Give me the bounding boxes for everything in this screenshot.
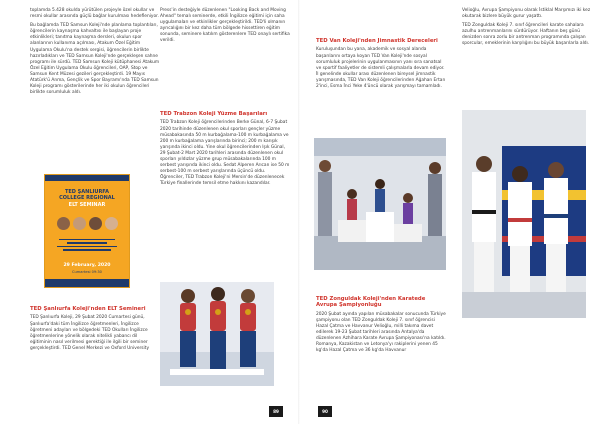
poster-line: ELT SEMINAR xyxy=(68,201,106,208)
speaker-avatar xyxy=(89,217,102,230)
swimmers-illustration xyxy=(160,282,274,386)
poster-line: COLLEGE REGIONAL xyxy=(59,195,115,202)
paragraph: TED Trabzon Koleji öğrencilerinden Berke Günal, 6-7 Şubat 2020 tarihinde düzenlenen okul sporları gençler yüzme müsabakasında 50 m kurbağalama-100 m kurbağalama ve 200 m kurbağalama yarışlarında birinci; 200 m karışık yarışında ikinci oldu. Yine okul öğrencilerinden Işık Günal, 29 Şubat-2 Mart 2020 tarihleri arasında düzenlenen okul sporları yıldızlar yüzme grup müsabakalarında 100 m serbest yarışında ikinci oldu. Sedat Alperen Arıcan ise 50 m serbest-100 m serbest yarışlarında üçüncü oldu. Öğrenciler, TED Trabzon Koleji'ni Mersin'de düzenlenecek Türkiye finallerinde temsil etme hakkını kazandılar. xyxy=(160,120,290,187)
poster-title xyxy=(52,189,122,208)
paragraph: TED Şanlıurfa Koleji, 29 Şubat 2020 Cumartesi günü, Şanlıurfa'daki tüm İngilizce öğretmenleri, İngilizce öğretmeni adayları ve bölgedeki TED Okulları İngilizce öğretmenlerine yönelik olarak nitelikli yabancı dil eğitiminin nasıl verilmesi gerektiği ile ilgili bir seminer gerçekleştirdi. TED Genel Merkezi ve Oxford University xyxy=(30,315,150,351)
column-1-bottom xyxy=(30,306,160,355)
paragraph: Press'in desteğiyle düzenlenen "Looking Back and Moving Ahead" temalı seminerde, etkili İngilizce eğitimi için saha uygulamaları ve etkinlikler gerçekleştirildi. TED'li olmanın ayrıcalığını bir kez daha tüm bölgede hissettiren eğitim sonunda, seminere katılım gösterenlere TED onaylı sertifika verildi. xyxy=(160,8,290,44)
article-heading: TED Van Koleji'nden Jimnastik Dereceleri xyxy=(316,38,438,44)
article-heading: TED Zonguldak Koleji'nden Karatede Avrupa Şampiyonluğu xyxy=(316,296,426,309)
column-1-article xyxy=(316,38,446,93)
column-2 xyxy=(462,8,592,51)
poster-bottom-band xyxy=(45,279,129,287)
column-2-article xyxy=(160,111,290,190)
article-heading: TED Trabzon Koleji Yüzme Başarıları xyxy=(160,111,268,117)
page-90 xyxy=(300,0,600,424)
column-1 xyxy=(30,8,160,99)
karate-photo xyxy=(462,110,586,318)
paragraph: toplamda 5.428 okulda yürütülen projeyle özel okullar ve resmi okullar arasında güçlü bağlar kurulması hedefleniyor. xyxy=(30,8,159,20)
swimmers-photo xyxy=(160,282,274,386)
poster-line: TED ŞANLIURFA xyxy=(64,189,110,195)
karate-illustration xyxy=(462,110,586,318)
elt-seminar-poster xyxy=(44,174,130,288)
paragraph: Velioğlu, Avrupa Şampiyonu olarak İstiklal Marşımızı iki kez okutarak bizlere büyük gurur yaşattı. xyxy=(462,8,591,20)
page-number: 90 xyxy=(318,406,332,417)
column-1-article-2 xyxy=(316,296,446,357)
gymnastics-photo xyxy=(314,138,446,270)
poster-time: Cumartesi 09:30 xyxy=(72,270,102,274)
paragraph: TED Zonguldak Koleji 7. sınıf öğrencileri karate sahalara azulhu antrenmanlarını sürdürüyor. Haftanın beş günü denizden sonra zorlu bir antrenman programında çalışan sporcular, emeklerinin karşılığını bu büyük başarılarla aldı. xyxy=(462,23,590,47)
poster-date: 29 February, 2020 xyxy=(63,263,111,268)
article-heading: TED Şanlıurfa Koleji'nden ELT Semineri xyxy=(30,306,146,312)
page-number: 89 xyxy=(269,406,283,417)
speaker-photos xyxy=(55,217,119,233)
poster-text-lines xyxy=(53,237,121,259)
column-2 xyxy=(160,8,290,48)
gymnastics-illustration xyxy=(314,138,446,270)
paragraph: Kuruluşundan bu yana, akademik ve sosyal alanda başarılarını ortaya koyan TED Van Koleji'nde sosyal sorumluluk projelerinin uygulanmasının yanı sıra sanatsal ve sportif faaliyetler de sistemli çalışmalarla devam ediyor. İl genelinde okullar arası düzenlenen bireysel jimnastik yarışmasında, TED Van Koleji öğrencilerinden Ağahan Ertan 2'inci, Esma İnci Yeke 4'üncü olarak yarışmayı tamamladı. xyxy=(316,47,446,89)
speaker-avatar xyxy=(73,217,86,230)
poster-top-band xyxy=(45,175,129,181)
paragraph: Bu bağlamda TED Samsun Koleji'nde planlama toplantıları, öğrencilerin kaynaşma kahvaltısı ile başlayan proje etkinlikleri; tanıtma kaynaşma dersleri, okulun spor alanlarının kullanıma açılması, Atakum Özel Eğitim Uygulama Okulu'na destek sergisi, öğrencilerin birlikte hazırladıkları ve TED Samsun Koleji'nde gerçekleşen sahne programı ile sürdü. TED Samsun Koleji kütüphanesi Atakum Özel Eğitim Uygulama Okulu öğrencileri, OAP, Stop ve Samsun Kent Müzesi gezileri gerçekleştirdi. 19 Mayıs Atatürk'ü Anma, Gençlik ve Spor Bayramı'nda TED Samsun Koleji programı gösterilerinde her iki okulun öğrencileri birlikte sorumluluk aldı. xyxy=(30,23,160,96)
speaker-avatar xyxy=(57,217,70,230)
speaker-avatar xyxy=(105,217,118,230)
paragraph: 2020 Şubat ayında yapılan müsabakalar sonucunda Türkiye şampiyonu olan TED Zonguldak Koleji 7. sınıf öğrencisi Hazal Çatma ve Havvanur Velioğlu, milli takıma davet edilerek 19-23 Şubat tarihleri arasında Antalya'da düzenlenen Azhihara Karate Avrupa Şampiyonası'na katıldı. Romanya, Kazakistan ve Letonya'yı rakiplerini yenen 45 kg'da Hazal Çatma ve 36 kg'da Havvanur xyxy=(316,311,446,354)
